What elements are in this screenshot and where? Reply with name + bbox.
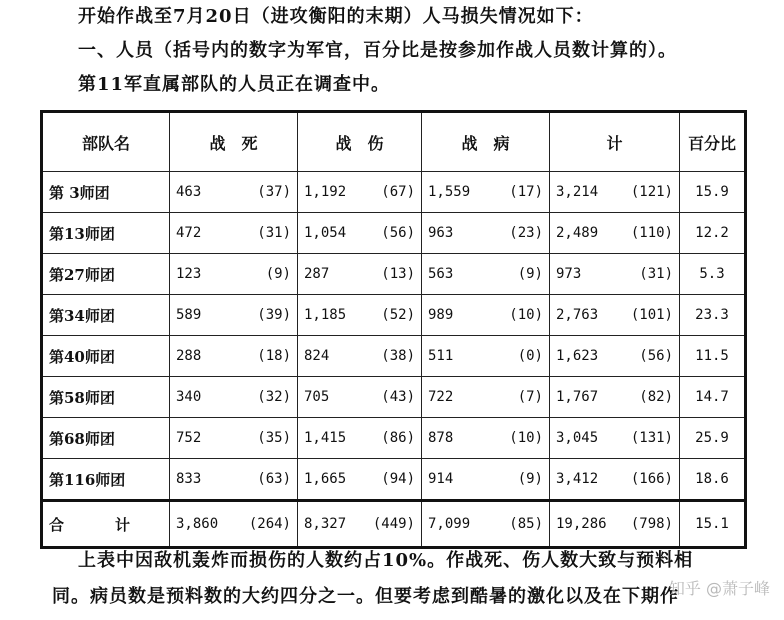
killed-officers: (32) — [257, 389, 291, 405]
total-officers: (110) — [630, 225, 673, 241]
wounded-cell — [298, 172, 422, 213]
table-row — [42, 172, 746, 213]
wounded-value: 705 — [304, 389, 330, 405]
percent-cell: 12.2 — [680, 213, 746, 254]
wounded-officers: (67) — [381, 184, 415, 200]
sick-value: 878 — [428, 430, 454, 446]
total-sick-officers: (85) — [509, 516, 543, 532]
wounded-value: 1,185 — [304, 307, 347, 323]
wounded-officers: (13) — [381, 266, 415, 282]
wounded-cell — [298, 295, 422, 336]
killed-cell — [170, 336, 298, 377]
sick-cell — [422, 254, 550, 295]
killed-cell — [170, 295, 298, 336]
wounded-cell — [298, 418, 422, 459]
total-value: 973 — [556, 266, 582, 282]
sick-cell — [422, 213, 550, 254]
outro-line-1: 上表中因敌机轰炸而损伤的人数约占10%。作战死、伤人数大致与预料相 — [78, 550, 694, 571]
casualty-table — [40, 110, 747, 549]
wounded-cell — [298, 254, 422, 295]
killed-value: 833 — [176, 471, 202, 487]
total-officers: (121) — [630, 184, 673, 200]
total-wounded-cell — [298, 501, 422, 548]
total-officers: (56) — [639, 348, 673, 364]
total-total-cell — [550, 501, 680, 548]
total-cell — [550, 377, 680, 418]
total-value: 2,489 — [556, 225, 599, 241]
watermark: 知乎 @萧子峰 — [668, 579, 770, 598]
total-value: 3,045 — [556, 430, 599, 446]
killed-value: 472 — [176, 225, 202, 241]
wounded-officers: (94) — [381, 471, 415, 487]
wounded-value: 1,415 — [304, 430, 347, 446]
wounded-cell — [298, 459, 422, 501]
killed-cell — [170, 254, 298, 295]
table-row — [42, 295, 746, 336]
sick-officers: (10) — [509, 307, 543, 323]
total-value: 3,412 — [556, 471, 599, 487]
header-percent: 百分比 — [680, 112, 746, 172]
sick-value: 1,559 — [428, 184, 471, 200]
sick-cell — [422, 295, 550, 336]
total-officers: (101) — [630, 307, 673, 323]
total-killed-officers: (264) — [248, 516, 291, 532]
sick-officers: (9) — [517, 471, 543, 487]
intro-line-2: 一、人员（括号内的数字为军官，百分比是按参加作战人员数计算的）。 — [78, 40, 677, 61]
percent-cell: 23.3 — [680, 295, 746, 336]
wounded-cell — [298, 377, 422, 418]
killed-officers: (31) — [257, 225, 291, 241]
sick-officers: (9) — [517, 266, 543, 282]
unit-cell: 第34师团 — [42, 295, 170, 336]
table-row — [42, 254, 746, 295]
killed-officers: (39) — [257, 307, 291, 323]
wounded-value: 824 — [304, 348, 330, 364]
header-wounded: 战 伤 — [298, 112, 422, 172]
percent-cell: 18.6 — [680, 459, 746, 501]
total-value: 3,214 — [556, 184, 599, 200]
header-total: 计 — [550, 112, 680, 172]
sick-value: 563 — [428, 266, 454, 282]
wounded-cell — [298, 336, 422, 377]
total-value: 1,767 — [556, 389, 599, 405]
wounded-officers: (86) — [381, 430, 415, 446]
total-killed-value: 3,860 — [176, 516, 219, 532]
table-row — [42, 459, 746, 501]
sick-value: 914 — [428, 471, 454, 487]
percent-cell: 5.3 — [680, 254, 746, 295]
sick-value: 963 — [428, 225, 454, 241]
table-row — [42, 377, 746, 418]
wounded-value: 1,192 — [304, 184, 347, 200]
killed-cell — [170, 459, 298, 501]
total-sick-value: 7,099 — [428, 516, 471, 532]
wounded-officers: (52) — [381, 307, 415, 323]
total-total-officers: (798) — [630, 516, 673, 532]
sick-cell — [422, 336, 550, 377]
sick-cell — [422, 172, 550, 213]
intro-line-3: 第11军直属部队的人员正在调查中。 — [78, 74, 391, 95]
killed-officers: (63) — [257, 471, 291, 487]
total-cell — [550, 295, 680, 336]
percent-cell: 14.7 — [680, 377, 746, 418]
sick-officers: (10) — [509, 430, 543, 446]
total-sick-cell — [422, 501, 550, 548]
table-row — [42, 336, 746, 377]
killed-officers: (35) — [257, 430, 291, 446]
total-unit-cell — [42, 501, 170, 548]
killed-officers: (9) — [265, 266, 291, 282]
killed-officers: (18) — [257, 348, 291, 364]
total-total-value: 19,286 — [556, 516, 607, 532]
table-header-row — [42, 112, 746, 172]
sick-value: 722 — [428, 389, 454, 405]
percent-cell: 25.9 — [680, 418, 746, 459]
header-killed: 战 死 — [170, 112, 298, 172]
total-percent-cell: 15.1 — [680, 501, 746, 548]
total-value: 2,763 — [556, 307, 599, 323]
killed-value: 340 — [176, 389, 202, 405]
table-row — [42, 418, 746, 459]
wounded-officers: (43) — [381, 389, 415, 405]
wounded-value: 1,054 — [304, 225, 347, 241]
total-wounded-officers: (449) — [372, 516, 415, 532]
percent-cell: 15.9 — [680, 172, 746, 213]
sick-officers: (0) — [517, 348, 543, 364]
unit-cell: 第27师团 — [42, 254, 170, 295]
percent-cell: 11.5 — [680, 336, 746, 377]
table-row — [42, 213, 746, 254]
sick-cell — [422, 418, 550, 459]
killed-value: 123 — [176, 266, 202, 282]
killed-value: 752 — [176, 430, 202, 446]
killed-cell — [170, 418, 298, 459]
killed-cell — [170, 213, 298, 254]
sick-officers: (23) — [509, 225, 543, 241]
unit-cell: 第13师团 — [42, 213, 170, 254]
wounded-officers: (56) — [381, 225, 415, 241]
header-unit: 部队名 — [42, 112, 170, 172]
total-cell — [550, 418, 680, 459]
sick-officers: (7) — [517, 389, 543, 405]
sick-officers: (17) — [509, 184, 543, 200]
sick-value: 511 — [428, 348, 454, 364]
killed-cell — [170, 172, 298, 213]
total-cell — [550, 336, 680, 377]
killed-cell — [170, 377, 298, 418]
killed-value: 589 — [176, 307, 202, 323]
total-cell — [550, 459, 680, 501]
sick-value: 989 — [428, 307, 454, 323]
wounded-officers: (38) — [381, 348, 415, 364]
wounded-cell — [298, 213, 422, 254]
unit-cell: 第 3师团 — [42, 172, 170, 213]
total-cell — [550, 213, 680, 254]
total-cell — [550, 172, 680, 213]
wounded-value: 1,665 — [304, 471, 347, 487]
total-killed-cell — [170, 501, 298, 548]
total-officers: (31) — [639, 266, 673, 282]
unit-cell: 第58师团 — [42, 377, 170, 418]
total-officers: (131) — [630, 430, 673, 446]
total-officers: (166) — [630, 471, 673, 487]
wounded-value: 287 — [304, 266, 330, 282]
total-value: 1,623 — [556, 348, 599, 364]
total-wounded-value: 8,327 — [304, 516, 347, 532]
killed-officers: (37) — [257, 184, 291, 200]
total-officers: (82) — [639, 389, 673, 405]
total-unit-label: 合 计 — [49, 515, 149, 534]
outro-line-2: 同。病员数是预料数的大约四分之一。但要考虑到酷暑的激化以及在下期作 — [52, 586, 679, 607]
unit-cell: 第116师团 — [42, 459, 170, 501]
sick-cell — [422, 459, 550, 501]
table-total-row — [42, 501, 746, 548]
killed-value: 463 — [176, 184, 202, 200]
total-cell — [550, 254, 680, 295]
intro-line-1: 开始作战至7月20日（进攻衡阳的末期）人马损失情况如下： — [78, 6, 594, 27]
header-sick: 战 病 — [422, 112, 550, 172]
unit-cell: 第68师团 — [42, 418, 170, 459]
killed-value: 288 — [176, 348, 202, 364]
sick-cell — [422, 377, 550, 418]
unit-cell: 第40师团 — [42, 336, 170, 377]
